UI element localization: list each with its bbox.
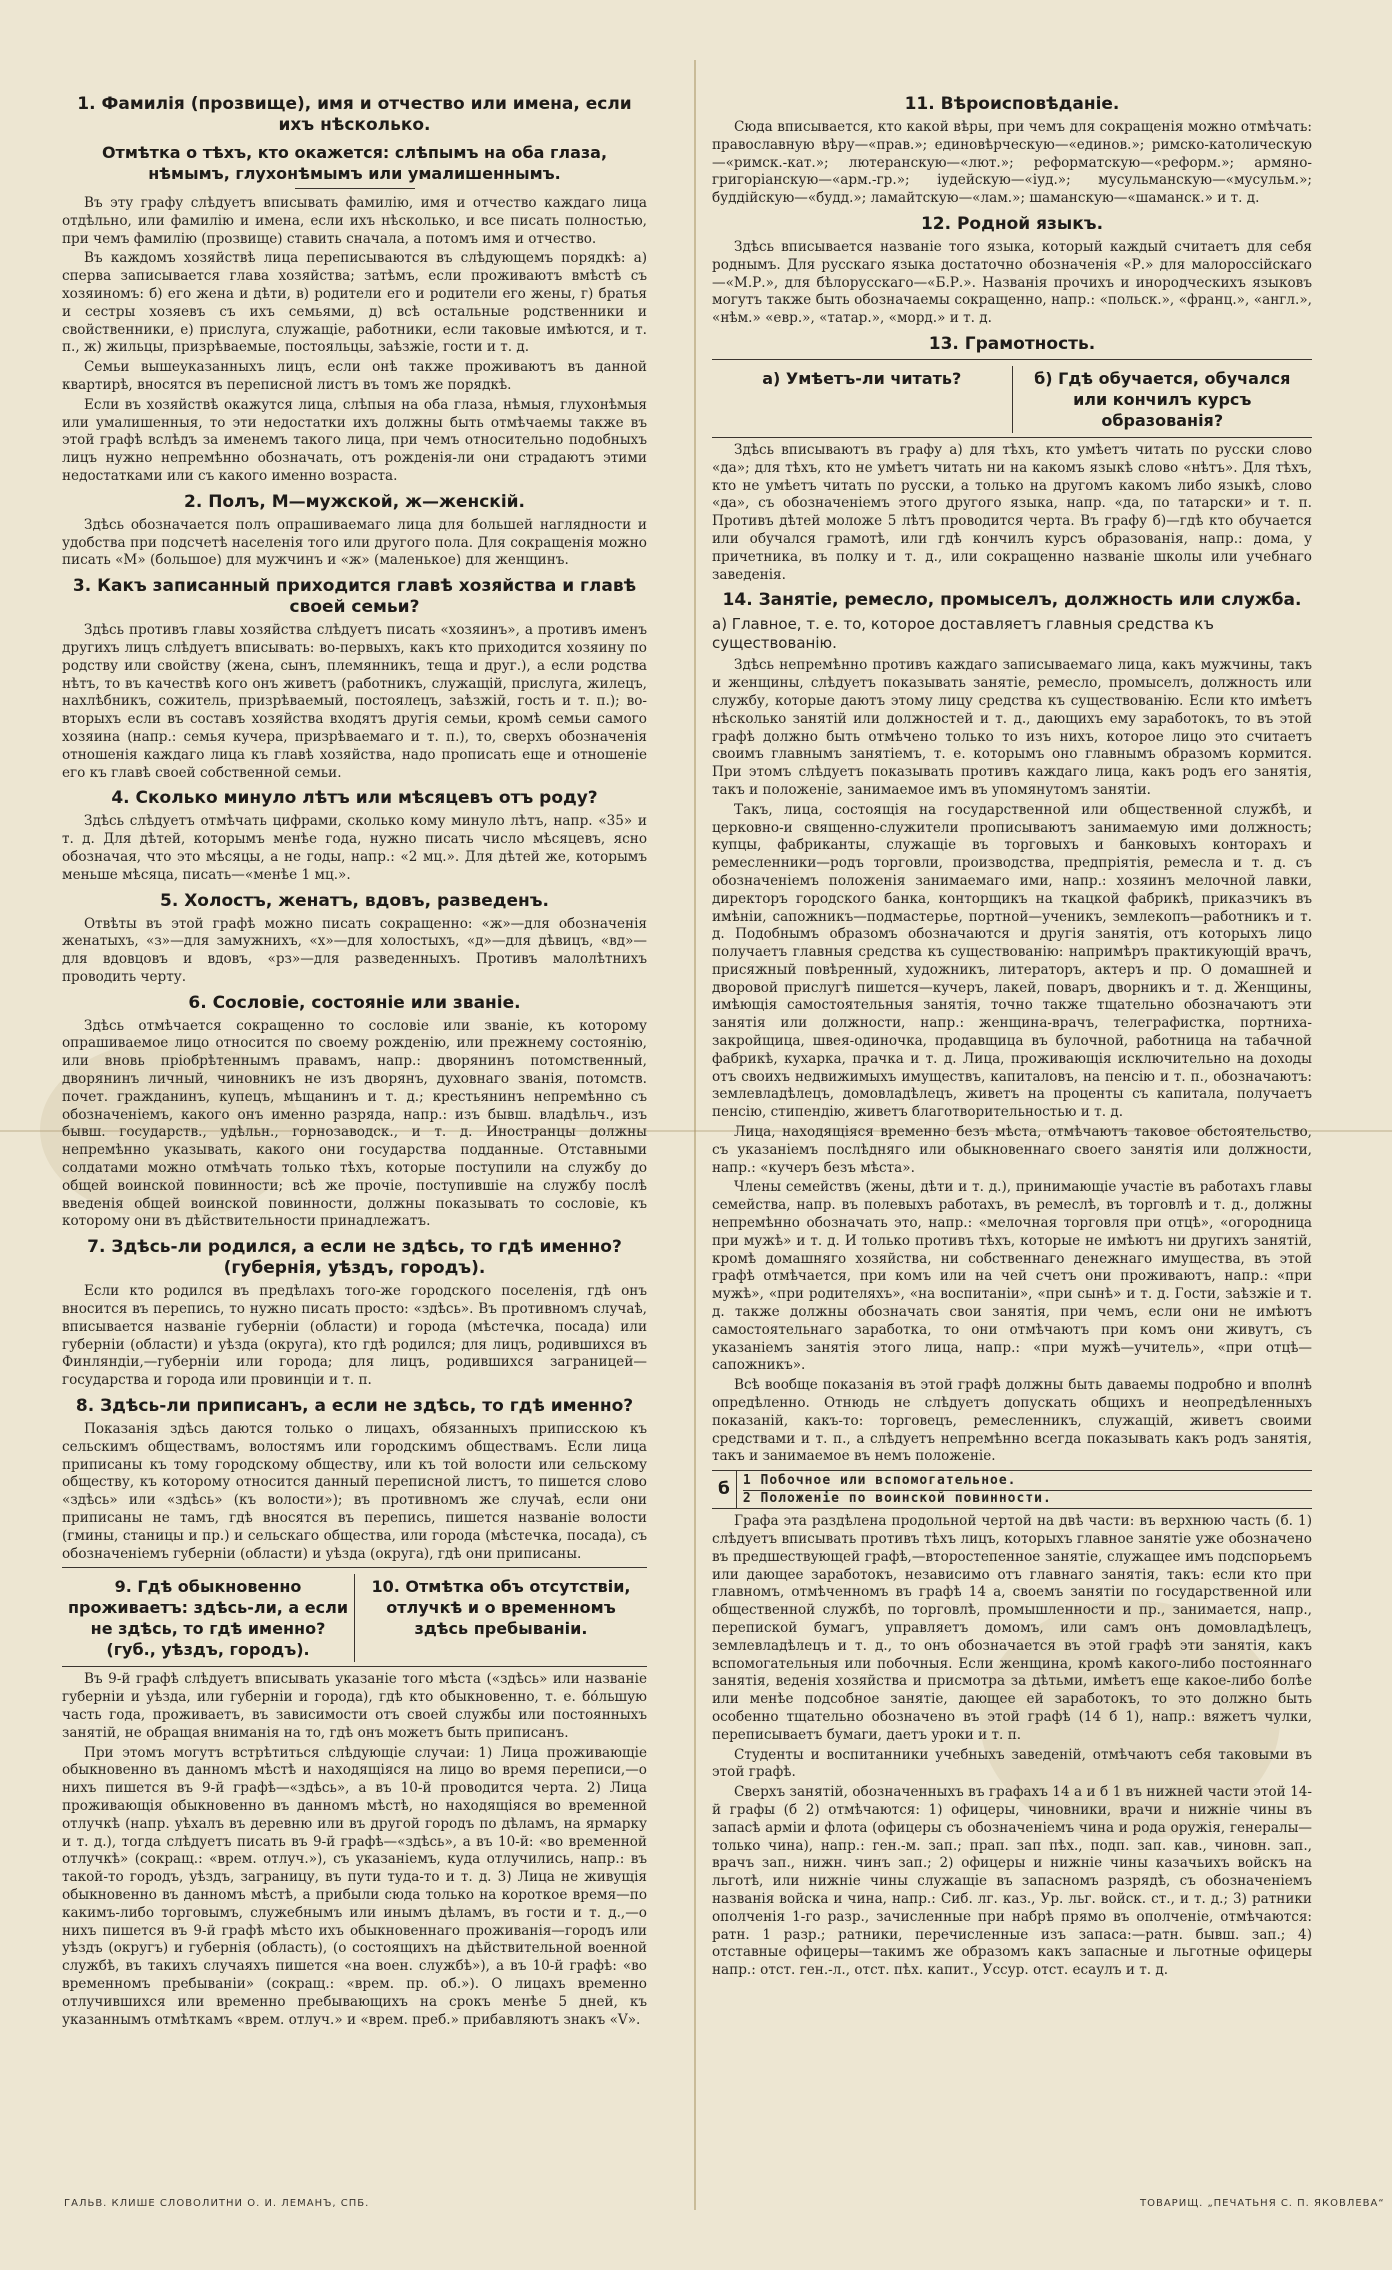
section-1-paragraph: Въ эту графу слѣдуетъ вписывать фамилію, имя и отчество каждаго лица отдѣльно, или фамилію и имена, если ихъ нѣсколько, и все писать полностью, при чемъ фамилію (прозвище) ставить сначала, а потомъ имя и отчество. (62, 195, 647, 247)
section-5-paragraph: Отвѣты въ этой графѣ можно писать сокращенно: «ж»—для обозначенія женатыхъ, «з»—для замужнихъ, «х»—для холостыхъ, «д»—для дѣвицъ, «вд»—для вдовцовъ и вдовъ, «рз»—для разведенныхъ. Противъ малолѣтнихъ проводить черту. (62, 915, 647, 985)
section-14-paragraph: Лица, находящіяся временно безъ мѣста, отмѣчаютъ таковое обстоятельство, съ указаніемъ послѣдняго или обыкновеннаго своего занятія или должности, напр.: «кучеръ безъ мѣста». (712, 1124, 1312, 1176)
section-7-paragraph: Если кто родился въ предѣлахъ того-же городского поселенія, гдѣ онъ вносится въ перепись, то нужно писать просто: «здѣсь». Въ противномъ случаѣ, вписывается названіе губерніи (области) и города (мѣстечка, посада) или губерніи (области) и уѣзда (округа), кто гдѣ родился; для лицъ, родившихся въ Финляндіи,—губерніи или города; для лицъ, родившихся заграницей—государства и города или провинціи и т. п. (62, 1283, 647, 1389)
section-13-title: 13. Грамотность. (928, 333, 1096, 354)
section-14b-paragraph: Сверхъ занятій, обозначенныхъ въ графахъ 14 а и б 1 въ нижней части этой 14-й графы (б 2) отмѣчаются: 1) офицеры, чиновники, врачи и нижніе чины въ запасѣ арміи и флота (офицеры съ обозначеніемъ чина и рода оружія, генералы—только чина), напр.: ген.-м. зап.; прап. зап пѣх., подп. зап. кав., чиновн. зап., врачъ зап., нижн. чинъ зап.; 2) офицеры и нижніе чины казачьихъ войскъ на льготѣ, или нижніе чины служащіе въ запасномъ разрядѣ, съ обозначеніемъ названія войска и чина, напр.: Сиб. лг. каз., Ур. льг. войск. ст., и т. д.; 3) ратники ополченія 1-го разр., зачисленные при набрѣ прямо въ ополченіе, отмѣчаются: ратн. 1 разр.; ратники, перечисленные изъ запаса:—ратн. бывш. зап.; 4) отставные офицеры—такимъ же образомъ какъ запасные и льготные офицеры напр.: отст. ген.-л., отст. пѣх. капит., Уссур. отст. есаулъ и т. д. (712, 1784, 1312, 1979)
section-14b2-title: 2 Положеніе по воинской повинности. (743, 1490, 1312, 1506)
section-14b1-title: 1 Побочное или вспомогательное. (742, 1473, 1017, 1489)
section-14-paragraph: Такъ, лица, состоящія на государственной или общественной службѣ, и церковно-и священно-служители прописываютъ занимаемую ими должность; купцы, фабриканты, служащіе въ торговыхъ и банковыхъ конторахъ и ремесленники—родъ торговли, производства, предпріятія, ремесла и т. д. съ обозначеніемъ положенія занимаемаго ими, напр.: хозяинъ мелочной лавки, директоръ городского банка, конторщикъ на ткацкой фабрикѣ, приказчикъ въ имѣніи, сапожникъ—подмастерье, портной—ученикъ, землекопъ—работникъ и т. д. Подобнымъ образомъ обозначаются и другія занятія, отъ которыхъ лицо получаетъ главныя средства къ существованію: напримѣръ практикующій врачъ, присяжный повѣренный, художникъ, литераторъ, актеръ и пр. О домашней и дворовой прислугѣ пишется—кучеръ, лакей, поваръ, дворникъ и т. д. Женщины, имѣющія самостоятельныя занятія, точно также тщательно обозначаютъ эти занятія или должности, напр.: женщина-врачъ, телеграфистка, портниха-закройщица, швея-одиночка, продавщица въ булочной, работница на табачной фабрикѣ, кухарка, прачка и т. д. Лица, проживающія исключительно на доходы отъ своихъ недвижимыхъ имуществъ, капиталовъ, на пенсію и т. п., обозначаютъ: землевладѣлецъ, домовладѣлецъ, живетъ на проценты съ капитала, получаетъ пенсію, стипендію, живетъ благотворительностью и т. д. (712, 801, 1312, 1121)
section-4-paragraph: Здѣсь слѣдуетъ отмѣчать цифрами, сколько кому минуло лѣтъ, напр. «35» и т. д. Для дѣтей, которымъ менѣе года, нужно писать число мѣсяцевъ, ясно обозначая, что это мѣсяцы, а не годы, напр.: «2 мц.». Для дѣтей же, которымъ меньше мѣсяца, писать—«менѣе 1 мц.». (62, 813, 647, 883)
section-3-title: 3. Какъ записанный приходится главѣ хозяйства и главѣ своей семьи? (72, 576, 637, 618)
printer-imprint-left: ГАЛЬВ. КЛИШЕ СЛОВОЛИТНИ О. И. ЛЕМАНЪ, СПБ. (64, 2198, 370, 2209)
section-1-note: Отмѣтка о тѣхъ, кто окажется: слѣпымъ на оба глаза, нѣмымъ, глухонѣмымъ или умалишеннымъ. (101, 143, 608, 183)
left-column (62, 88, 647, 2168)
section-13-subheader (712, 359, 1312, 438)
section-7-title: 7. Здѣсь-ли родился, а если не здѣсь, то гдѣ именно? (губернія, уѣздъ, городъ). (87, 1237, 622, 1279)
section-9-title: 9. Гдѣ обыкновенно проживаетъ: здѣсь-ли, а если не здѣсь, то гдѣ именно? (губ., уѣздъ, городъ). (67, 1577, 349, 1660)
section-2-title: 2. Полъ, М—мужской, ж—женскій. (183, 491, 526, 512)
section-14-paragraph: Всѣ вообще показанія въ этой графѣ должны быть даваемы подробно и вполнѣ опредѣленно. Отнюдь не слѣдуетъ допускать общихъ и неопредѣленныхъ показаній, какъ-то: торговецъ, ремесленникъ, служащій, живетъ своими средствами и т. п., а слѣдуетъ непремѣнно всегда показывать какъ родъ занятія, такъ и занимаемое въ немъ положеніе. (712, 1377, 1312, 1465)
section-6-title: 6. Сословіе, состояніе или званіе. (188, 992, 521, 1013)
section-13-paragraph: Здѣсь вписываютъ въ графу а) для тѣхъ, кто умѣетъ читать по русски слово «да»; для тѣхъ, кто не умѣетъ читать ни на какомъ языкѣ слово «нѣтъ». Для тѣхъ, кто не умѣетъ читать по русски, а только на другомъ какомъ либо языкѣ, слово «да», съ обозначеніемъ этого другого языка, напр. «да, по татарски» и т. п. Противъ дѣтей моложе 5 лѣтъ проводится черта. Въ графу б)—гдѣ кто обучается или обучался грамотѣ, или гдѣ кончилъ курсъ образованія, напр.: дома, у причетника, въ полку и т. д., или сокращенно названіе школы или учебнаго заведенія. (712, 441, 1312, 583)
section-14b-letter: б (718, 1479, 730, 1500)
section-1-paragraph: Семьи вышеуказанныхъ лицъ, если онѣ также проживаютъ въ данной квартирѣ, вносятся въ переписной листъ въ томъ же порядкѣ. (62, 359, 647, 393)
section-14b-paragraph: Графа эта раздѣлена продольной чертой на двѣ части: въ верхнюю часть (б. 1) слѣдуетъ вписывать противъ тѣхъ лицъ, которыхъ главное занятіе уже обозначено въ предшествующей графѣ,—второстепенное занятіе, служащее имъ подспорьемъ или дающее заработокъ, независимо отъ главнаго занятія, такъ: если кто при главномъ, отмѣченномъ въ графѣ 14 а, своемъ занятіи по государственной или общественной службѣ, по торговлѣ, промышленности и пр., занимается, напр., перепиской бумагъ, управляетъ домомъ, или самъ онъ домовладѣлецъ, землевладѣлецъ и т. д., то онъ обозначается въ этой графѣ эти занятія, какъ вспомогательныя или побочныя. Если женщина, кромѣ какого-либо постояннаго занятія, веденія хозяйства и присмотра за дѣтьми, имѣетъ еще какое-либо болѣе или менѣе подсобное занятіе, дающее ей заработокъ, то это должно быть особенно тщательно обозначено въ этой графѣ (14 б 1), напр.: вяжетъ чулки, переписываетъ бумаги, даетъ уроки и т. п. (712, 1513, 1312, 1743)
section-10-title: 10. Отмѣтка объ отсутствіи, отлучкѣ и о временномъ здѣсь пребываніи. (354, 1574, 647, 1662)
section-1-title: 1. Фамилія (прозвище), имя и отчество или имена, если ихъ нѣсколько. (77, 94, 632, 135)
vertical-fold (694, 60, 696, 2210)
section-9-10-header (62, 1567, 647, 1667)
section-11-title: 11. Вѣроисповѣданіе. (904, 94, 1120, 114)
section-6-paragraph: Здѣсь отмѣчается сокращенно то сословіе или званіе, къ которому опрашиваемое лицо относится по своему рожденію, или прежнему состоянію, или вновь пріобрѣтеннымъ правамъ, напр.: дворянинъ потомственный, дворянинъ личный, чиновникъ не изъ дворянъ, духовнаго званія, потомств. почет. гражданинъ, купецъ, мѣщанинъ и т. д.; крестьянинъ непремѣнно съ обозначеніемъ, какого онъ именно разряда, напр.: изъ бывш. владѣльч., изъ бывш. государств., удѣльн., горнозаводск., и т. д. Иностранцы должны непремѣнно указывать, какого они государства подданные. Отставными солдатами можно отмѣчать только тѣхъ, которые поступили на службу до общей воинской повинности; всѣ же прочіе, поступившіе на службу послѣ введенія общей воинской повинности, должны показывать то сословіе, къ которому они въ дѣйствительности принадлежатъ. (62, 1017, 647, 1230)
section-9-paragraph: При этомъ могутъ встрѣтиться слѣдующіе случаи: 1) Лица проживающіе обыкновенно въ данномъ мѣстѣ и находящіяся на лицо во время переписи,—о нихъ пишется въ 9-й графѣ—«здѣсь», а въ 10-й проводится черта. 2) Лица проживающія обыкновенно въ данномъ мѣстѣ, но находящіяся во временной отлучкѣ (напр. уѣхалъ въ деревню или въ другой городъ по дѣламъ, на ярмарку и т. д.), тогда слѣдуетъ писать въ 9-й графѣ—«здѣсь», а въ 10-й: «во временной отлучкѣ» (сокращ.: «врем. отлуч.»), съ указаніемъ, куда отлучились, напр.: въ такой-то городъ, уѣздъ, заграницу, въ пути туда-то и т. д. 3) Лица не живущія обыкновенно въ данномъ мѣстѣ, а прибыли сюда только на короткое время—по какимъ-либо торговымъ, служебнымъ или инымъ дѣламъ, въ гости и т. д.,—о нихъ пишется въ 9-й графѣ мѣсто ихъ обыкновеннаго проживанія—городъ или уѣздъ (округъ) и губернія (область), (о состоящихъ на дѣйствительной военной службѣ, въ такихъ случаяхъ пишется «на воен. службѣ»), а въ 10-й графѣ: «во временномъ пребываніи» (сокращ.: «врем. пр. об.»). О лицахъ временно отлучившихся или временно пребывающихъ на срокъ менѣе 5 дней, къ указаннымъ отмѣткамъ «врем. отлуч.» и «врем. преб.» прибавляютъ знакъ «V». (62, 1744, 647, 2028)
section-8-title: 8. Здѣсь-ли приписанъ, а если не здѣсь, то гдѣ именно? (75, 1396, 634, 1417)
section-4-title: 4. Сколько минуло лѣтъ или мѣсяцевъ отъ роду? (111, 788, 598, 809)
section-3-paragraph: Здѣсь противъ главы хозяйства слѣдуетъ писать «хозяинъ», а противъ именъ другихъ лицъ слѣдуетъ вписывать: во-первыхъ, какъ кто приходится хозяину по родству или свойству (жена, сынъ, племянникъ, теща и друг.), а если родства нѣтъ, то въ качествѣ кого онъ живетъ (работникъ, служащій, прислуга, жилецъ, нахлѣбникъ, сожитель, призрѣваемый, постоялецъ, заѣзжій, гость и т. п.); во-вторыхъ если въ составъ хозяйства входятъ другія семьи, кромѣ семьи самого хозяина (напр.: семья кучера, призрѣваемаго и т. п.), то, сверхъ обозначенія отношенія каждаго лица къ главѣ хозяйства, надо прописать еще и отношеніе его къ главѣ своей собственной семьи. (62, 622, 647, 781)
section-14b-paragraph: Студенты и воспитанники учебныхъ заведеній, отмѣчаютъ себя таковыми въ этой графѣ. (712, 1746, 1312, 1781)
section-12-paragraph: Здѣсь вписывается названіе того языка, который каждый считаетъ для себя роднымъ. Для русскаго языка достаточно обозначенія «Р.» для малороссійскаго—«М.Р.», для бѣлорусскаго—«Б.Р.». Названія прочихъ и инородческихъ языковъ могутъ также быть обозначаемы сокращенно, напр.: «польск.», «франц.», «англ.», «нѣм.» «евр.», «татар.», «морд.» и т. д. (712, 238, 1312, 327)
section-11-paragraph: Сюда вписывается, кто какой вѣры, при чемъ для сокращенія можно отмѣчать: православную вѣру—«прав.»; единовѣрческую—«единов.»; римско-католическую—«римск.-кат.»; лютеранскую—«лют.»; реформатскую—«реформ.»; армяно-григоріанскую—«арм.-гр.»; іудейскую—«іуд.»; мусульманскую—«мусульм.»; буддійскую—«будд.»; ламайтскую—«лам.»; шаманскую—«шаманск.» и т. д. (712, 119, 1312, 207)
section-14b-header (712, 1470, 1312, 1509)
section-14-title: 14. Занятіе, ремесло, промыселъ, должность или служба. (722, 590, 1302, 611)
section-14b-rows (736, 1471, 1312, 1508)
section-1-paragraph: Въ каждомъ хозяйствѣ лица переписываются въ слѣдующемъ порядкѣ: а) сперва записывается глава хозяйства; затѣмъ, если проживаютъ вмѣстѣ съ хозяиномъ: б) его жена и дѣти, в) родители его и родители его жены, г) братья и сестры хозяевъ съ ихъ семьями, д) всѣ остальные родственники и свойственники, е) прислуга, служащіе, работники, если таковые имѣются, и т. п., ж) жильцы, призрѣваемые, постояльцы, заѣзжіе, гости и т. д. (62, 250, 647, 356)
section-9-paragraph: Въ 9-й графѣ слѣдуетъ вписывать указаніе того мѣста («здѣсь» или названіе губерніи и уѣзда, или губерніи и города), гдѣ кто обыкновенно, т. е. бо́льшую часть года, проживаетъ, въ зависимости отъ своей службы или постоянныхъ занятій, не обращая вниманія на то, гдѣ онъ можетъ быть приписанъ. (62, 1671, 647, 1741)
right-column (712, 88, 1312, 2168)
section-1-paragraph: Если въ хозяйствѣ окажутся лица, слѣпыя на оба глаза, нѣмыя, глухонѣмыя или умалишенныя, то эти недостатки ихъ должны быть отмѣчаемы также въ этой графѣ вслѣдъ за именемъ такого лица, при чемъ относительно подобныхъ лицъ нужно непремѣнно обозначать, отъ рожденія-ли они страдаютъ этими недостатками или съ какого именно возраста. (62, 396, 647, 484)
divider (295, 188, 415, 189)
section-14-paragraph: Здѣсь непремѣнно противъ каждаго записываемаго лица, какъ мужчины, такъ и женщины, слѣдуетъ показывать занятіе, ремесло, промыселъ, должность или службу, которые даютъ этому лицу средства къ существованію. Если кто имѣетъ нѣсколько занятій или должностей и т. д., дающихъ ему заработокъ, то въ этой графѣ должно быть отмѣчено только то изъ нихъ, которое лицо это считаетъ своимъ главнымъ занятіемъ, т. е. которымъ оно главнымъ образомъ кормится. При этомъ слѣдуетъ показывать противъ каждаго лица, какъ родъ его занятія, такъ и положеніе, занимаемое имъ въ упомянутомъ занятіи. (712, 657, 1312, 798)
printer-imprint-right: ТОВАРИЩ. „ПЕЧАТЬНЯ С. П. ЯКОВЛЕВА“ (1140, 2198, 1385, 2209)
section-2-paragraph: Здѣсь обозначается полъ опрашиваемаго лица для большей наглядности и удобства при подсчетѣ населенія того или другого пола. Для сокращенія можно писать «М» (большое) для мужчинъ и «ж» (маленькое) для женщинъ. (62, 516, 647, 569)
section-12-title: 12. Родной языкъ. (920, 213, 1104, 234)
section-8-paragraph: Показанія здѣсь даются только о лицахъ, обязанныхъ приписскою къ сельскимъ обществамъ, волостямъ или городскимъ обществамъ. Если лица приписаны къ тому городскому обществу, или къ той волости или сельскому обществу, къ которому относится данный переписной листъ, то пишется слово «здѣсь» или «здѣсь» (къ волости»); въ противномъ же случаѣ, если они приписаны не тамъ, гдѣ вносятся въ перепись, пишется названіе волости (гмины, станицы и пр.) и сельскаго общества, или города (мѣстечка, посада), съ обозначеніемъ губерніи (области) и уѣзда (округа), гдѣ они приписаны. (62, 1421, 647, 1562)
section-13b-title: б) Гдѣ обучается, обучался или кончилъ курсъ образованія? (1012, 366, 1313, 433)
section-14a-subtitle: а) Главное, т. е. то, которое доставляетъ главныя средства къ существованію. (712, 615, 1214, 653)
section-14-paragraph: Члены семействъ (жены, дѣти и т. д.), принимающіе участіе въ работахъ главы семейства, напр. въ полевыхъ работахъ, въ ремеслѣ, въ торговлѣ и т. д., должны непремѣнно обозначать это, напр.: «мелочная торговля при отцѣ», «огородница при мужѣ» и т. д. И только противъ тѣхъ, которые не имѣютъ ни другихъ занятій, кромѣ домашняго хозяйства, ни собственнаго денежнаго имущества, въ этой графѣ отмѣчается, при комъ или на чей счетъ они проживаютъ, напр.: «при мужѣ», «при родителяхъ», «на воспитаніи», «при сынѣ» и т. д. Гости, заѣзжіе и т. д. также должны обозначать свои занятія, при чемъ, если они не имѣютъ самостоятельнаго заработка, то они отмѣчаютъ при комъ они живутъ, съ указаніемъ занятія этого лица, напр.: «при мужѣ—учитель», «при отцѣ—сапожникъ». (712, 1179, 1312, 1374)
section-13a-title: а) Умѣетъ-ли читать? (762, 368, 962, 388)
section-5-title: 5. Холостъ, женатъ, вдовъ, разведенъ. (160, 890, 549, 911)
